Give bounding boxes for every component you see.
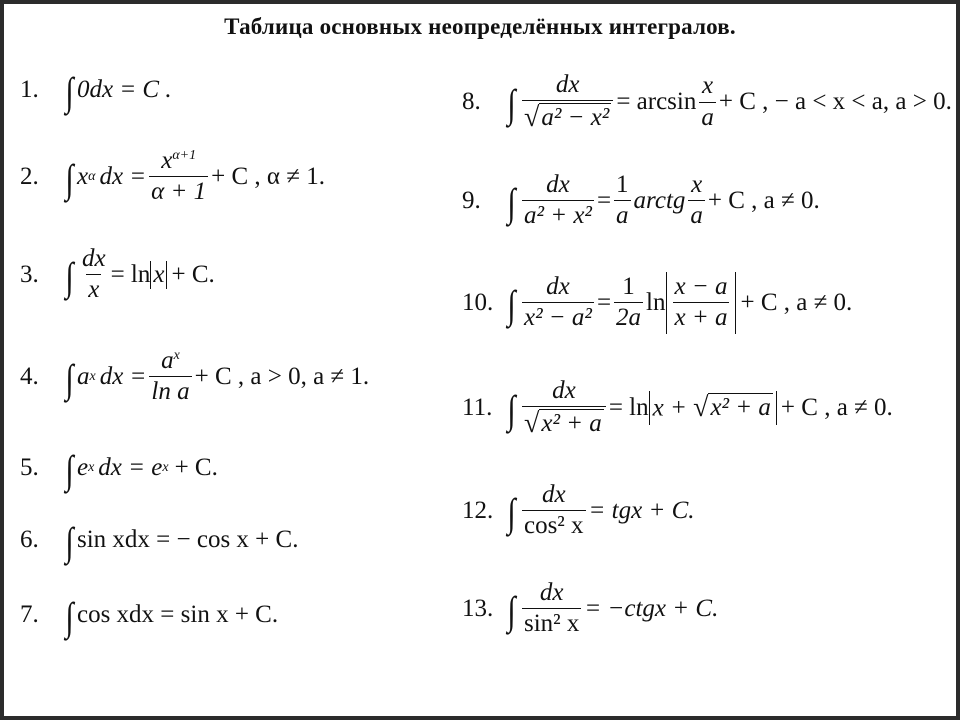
frac-numerator: dx	[552, 377, 576, 404]
fraction	[522, 580, 581, 638]
formula-tail: + C , a > 0, a ≠ 1.	[194, 362, 370, 390]
fraction	[149, 348, 191, 406]
frac-denominator: α + 1	[151, 178, 207, 206]
integral-sign: ∫	[507, 387, 516, 432]
integral-sign: ∫	[65, 519, 74, 564]
formula-tail: + C , α ≠ 1.	[211, 162, 325, 190]
fraction	[522, 172, 594, 230]
integral-sign: ∫	[65, 447, 74, 492]
frac-denominator: a	[616, 202, 629, 230]
formula-11	[462, 378, 893, 438]
radicand: x² + a	[541, 410, 602, 438]
lhs-base: e	[76, 454, 89, 481]
page-title: Таблица основных неопределённых интегралов.	[224, 14, 736, 39]
frac-numerator: x	[691, 171, 703, 198]
function-name: arctg	[633, 186, 686, 214]
formula-3	[20, 246, 215, 304]
frac-denominator	[522, 406, 606, 438]
lhs-tail: dx =	[99, 362, 147, 390]
abs-value	[649, 391, 777, 425]
frac-numerator: dx	[539, 579, 564, 606]
frac-denominator: ln a	[151, 378, 190, 406]
integral-sign: ∫	[507, 81, 516, 126]
abs-value	[666, 272, 737, 334]
formula-6	[20, 519, 299, 564]
frac-denominator: a	[701, 103, 714, 131]
formula-number: 4.	[20, 362, 39, 390]
formula-eq: =	[596, 186, 612, 214]
frac-denominator: sin² x	[523, 610, 580, 638]
formula-tail: = tgx + C.	[588, 496, 695, 524]
integral-sign: ∫	[507, 587, 516, 633]
frac-numerator: 1	[616, 171, 629, 198]
frac-numerator-exponent: α+1	[172, 148, 197, 163]
frac-numerator: dx	[81, 245, 106, 272]
formula-body: 0dx = C .	[76, 76, 172, 103]
integral-sign: ∫	[65, 594, 74, 639]
formula-tail: + C.	[171, 260, 215, 288]
fraction	[522, 274, 594, 332]
formula-12	[462, 482, 695, 540]
fraction	[80, 246, 108, 304]
formula-10	[462, 272, 852, 334]
fraction-2	[614, 172, 631, 230]
formula-tail: + C.	[174, 454, 218, 481]
formula-number: 12.	[462, 496, 494, 524]
integral-sign: ∫	[65, 155, 74, 201]
formula-number: 10.	[462, 288, 494, 316]
formula-eq: =	[596, 288, 612, 316]
formula-number: 3.	[20, 260, 39, 288]
frac-denominator: a	[690, 202, 703, 230]
formula-body: cos xdx = sin x + C.	[76, 601, 279, 628]
formula-eq-ln: = ln	[110, 260, 151, 288]
formula-tail: + C , a ≠ 0.	[740, 288, 853, 316]
fraction-3	[673, 274, 730, 332]
frac-numerator: dx	[555, 71, 580, 98]
fraction-3	[688, 172, 705, 230]
integral-sign: ∫	[507, 489, 516, 535]
formula-number: 6.	[20, 526, 39, 553]
frac-denominator: a² + x²	[523, 202, 592, 230]
frac-numerator: x − a	[674, 273, 728, 300]
formula-eq-fn: = arcsin	[616, 88, 697, 115]
lhs-base: x	[76, 162, 89, 190]
frac-numerator: dx	[541, 481, 566, 508]
frac-numerator: x	[702, 72, 714, 100]
lhs-tail: dx =	[99, 162, 147, 190]
frac-denominator	[522, 100, 613, 132]
formula-number: 13.	[462, 594, 494, 622]
radicand: a² − x²	[541, 104, 610, 132]
lhs-base: a	[76, 362, 90, 390]
formula-number: 5.	[20, 454, 39, 481]
formula-number: 8.	[462, 88, 481, 115]
fraction	[522, 378, 606, 438]
formula-mid: dx = e	[98, 454, 163, 481]
frac-numerator-exponent: x	[173, 348, 180, 363]
frac-numerator: x	[161, 147, 173, 174]
frac-denominator: x² − a²	[523, 304, 592, 332]
fraction	[522, 482, 586, 540]
integral-sign: ∫	[507, 281, 516, 327]
formula-7	[20, 594, 279, 639]
integral-sign: ∫	[507, 179, 516, 225]
formula-9	[462, 172, 820, 230]
function-name: ln	[646, 288, 666, 316]
formula-number: 11.	[462, 394, 493, 421]
fraction	[149, 148, 208, 206]
frac-numerator: dx	[546, 171, 570, 198]
formula-tail: + C , − a < x < a, a > 0.	[718, 88, 952, 115]
frac-denominator: x	[88, 276, 100, 304]
formula-4: 4. ∫ a x dx = $\frac{a^x}{\text{ln a}}$ + C , a > 0, a ≠ 1.	[20, 347, 370, 406]
abs-value: x	[150, 261, 167, 289]
frac-denominator: x + a	[674, 304, 728, 332]
frac-denominator: cos² x	[523, 512, 584, 540]
fraction-2	[614, 274, 643, 332]
formula-5: 5. ∫ e x dx = e x + C.	[20, 447, 218, 492]
integral-sign: ∫	[65, 253, 74, 299]
fraction-2	[699, 73, 716, 131]
frac-numerator: dx	[546, 273, 570, 300]
formula-1	[20, 69, 172, 114]
formula-number: 1.	[20, 76, 39, 103]
formula-tail: = −ctgx + C.	[584, 594, 719, 622]
formula-13	[462, 580, 718, 638]
frac-numerator: 1	[622, 273, 635, 300]
sqrt-symbol: √	[693, 391, 709, 423]
formula-2: 2. ∫ x α dx = $\frac{x^{\alpha+1}}{\alpha + 1}$ + C , α ≠ 1.	[20, 147, 325, 206]
abs-term: x +	[652, 394, 687, 422]
formula-8	[462, 72, 952, 132]
formula-number: 2.	[20, 162, 39, 190]
formula-tail: + C , a ≠ 0.	[780, 394, 893, 421]
sqrt-symbol: √	[523, 407, 540, 439]
formula-number: 7.	[20, 601, 39, 628]
formula-number: 9.	[462, 186, 481, 214]
radicand: x² + a	[710, 394, 771, 422]
frac-denominator: 2a	[616, 304, 642, 332]
frac-numerator: a	[161, 347, 174, 374]
formula-body: sin xdx = − cos x + C.	[76, 526, 299, 553]
integral-sign: ∫	[65, 69, 74, 114]
sqrt-symbol: √	[523, 101, 540, 133]
fraction	[522, 72, 613, 132]
formula-eq-ln: = ln	[608, 394, 649, 421]
formula-tail: + C , a ≠ 0.	[707, 186, 820, 214]
integral-sign: ∫	[65, 355, 74, 401]
